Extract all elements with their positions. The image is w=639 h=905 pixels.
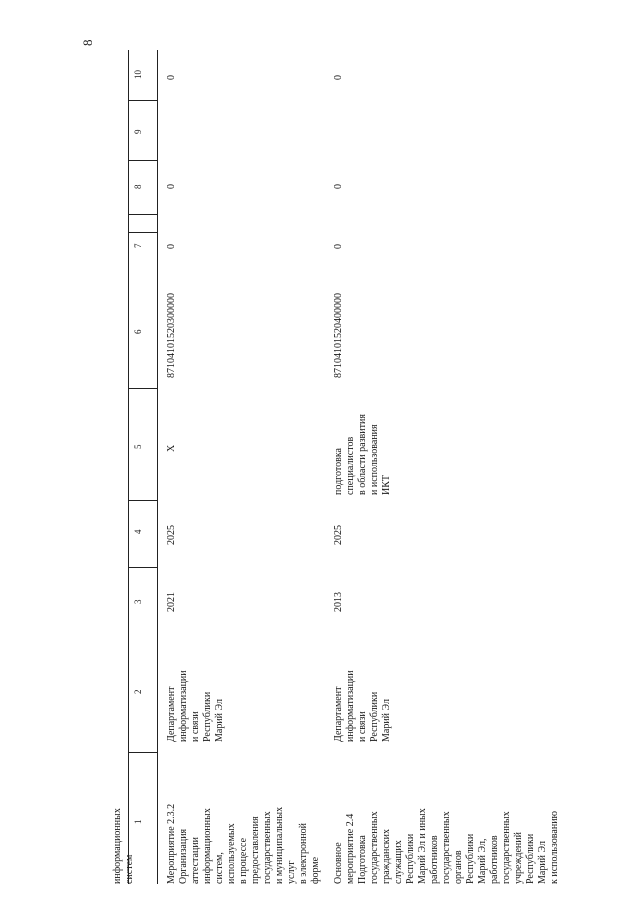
column-header-2: 2 <box>133 689 143 694</box>
row-1-col6: 87104101520300000 <box>166 293 177 378</box>
column-header-6: 6 <box>133 329 143 334</box>
row-2-col1-line: работников <box>429 835 440 884</box>
row-1-col1-line: аттестации <box>190 836 201 884</box>
row-1-col1-line: в электронной <box>298 822 309 884</box>
row-1-col2-line: Департамент <box>166 686 177 742</box>
row-1-col10: 0 <box>166 75 177 80</box>
row-2-col5-line: ИКТ <box>381 475 392 495</box>
column-separator <box>128 567 157 568</box>
row-2-col5-line: в области развития <box>357 414 368 495</box>
row-1-col1-line: государственных <box>262 811 273 884</box>
row-1-col4: 2025 <box>166 525 177 545</box>
row-1-col1-line: в процессе <box>238 837 249 884</box>
row-2-col1-line: гражданских <box>381 829 392 884</box>
row-0-col1-line: систем <box>124 854 135 884</box>
row-2-col2-line: Республики <box>369 691 380 742</box>
row-2-col2-line: Марий Эл <box>381 699 392 742</box>
column-separator <box>128 752 157 753</box>
row-2-col2-line: и связи <box>357 711 368 742</box>
row-2-col6: 87104101520400000 <box>333 293 344 378</box>
row-2-col1-line: Марий Эл <box>537 841 548 884</box>
row-1-col3: 2021 <box>166 592 177 612</box>
row-2-col5 <box>333 414 393 495</box>
row-1-col2-line: информатизации <box>178 670 189 742</box>
row-1-col1-line: предоставления <box>250 816 261 884</box>
row-1-col5-line: Х <box>166 444 177 452</box>
column-header-8: 8 <box>133 184 143 189</box>
row-2-col1-line: Основное <box>333 842 344 884</box>
column-header-10: 10 <box>133 70 143 79</box>
row-2-col1-line: Марий Эл и иных <box>417 808 428 884</box>
row-2-col1-line: органов <box>453 850 464 884</box>
row-2-col5-line: и использования <box>369 424 380 495</box>
row-1-col7: 0 <box>166 244 177 249</box>
row-2-col1 <box>333 808 561 884</box>
row-2-col1-line: работников <box>489 835 500 884</box>
row-1-col1-line: Мероприятие 2.3.2 <box>166 803 177 884</box>
column-separator <box>128 160 157 161</box>
row-1-col5 <box>166 445 178 452</box>
row-1-col2 <box>166 670 226 742</box>
row-1-col1-line: и муниципальных <box>274 806 285 884</box>
row-1-col1-line: информационных <box>202 808 213 884</box>
row-2-col1-line: Республики <box>405 833 416 884</box>
row-2-col10: 0 <box>333 75 344 80</box>
row-2-col1-line: Республики <box>465 833 476 884</box>
row-2-col5-line: подготовка <box>333 448 344 495</box>
row-2-col1-line: государственных <box>441 811 452 884</box>
header-border-right <box>157 50 158 884</box>
row-2-col1-line: служащих <box>393 840 404 884</box>
row-0-col1 <box>112 808 136 884</box>
row-2-col2-line: Департамент <box>333 686 344 742</box>
row-2-col1-line: Подготовка <box>357 835 368 884</box>
row-1-col1-line: услуг <box>286 860 297 884</box>
row-2-col1-line: Марий Эл, <box>477 838 488 884</box>
row-2-col7: 0 <box>333 244 344 249</box>
row-1-col2-line: и связи <box>190 711 201 742</box>
page-number: 8 <box>80 39 95 46</box>
column-header-9: 9 <box>133 129 143 134</box>
row-1-col1-line: используемых <box>226 823 237 884</box>
row-1-col1-line: форме <box>310 856 321 884</box>
column-header-1: 1 <box>133 819 143 824</box>
column-separator <box>128 214 157 215</box>
row-1-col8: 0 <box>166 184 177 189</box>
row-2-col2 <box>333 670 393 742</box>
row-2-col3: 2013 <box>333 592 344 612</box>
column-separator <box>128 500 157 501</box>
row-2-col1-line: учреждений <box>513 832 524 884</box>
column-header-4: 4 <box>133 529 143 534</box>
row-2-col5-line: специалистов <box>345 436 356 495</box>
column-header-7: 7 <box>133 243 143 248</box>
row-2-col1-line: к использованию <box>549 810 560 884</box>
row-1-col2-line: Марий Эл <box>214 699 225 742</box>
row-2-col8: 0 <box>333 184 344 189</box>
row-1-col1-line: Организация <box>178 828 189 884</box>
column-separator <box>128 388 157 389</box>
header-border-left <box>128 50 129 884</box>
column-header-3: 3 <box>133 599 143 604</box>
row-2-col1-line: государственных <box>501 811 512 884</box>
column-separator <box>128 100 157 101</box>
row-1-col2-line: Республики <box>202 691 213 742</box>
row-1-col1 <box>166 804 322 884</box>
row-1-col1-line: систем, <box>214 852 225 884</box>
column-header-5: 5 <box>133 444 143 449</box>
row-0-col1-line: информационных <box>112 808 123 884</box>
column-separator <box>128 232 157 233</box>
row-2-col4: 2025 <box>333 525 344 545</box>
row-2-col1-line: мероприятие 2.4 <box>345 813 356 884</box>
row-2-col1-line: государственных <box>369 811 380 884</box>
row-2-col2-line: информатизации <box>345 670 356 742</box>
row-2-col1-line: Республики <box>525 833 536 884</box>
